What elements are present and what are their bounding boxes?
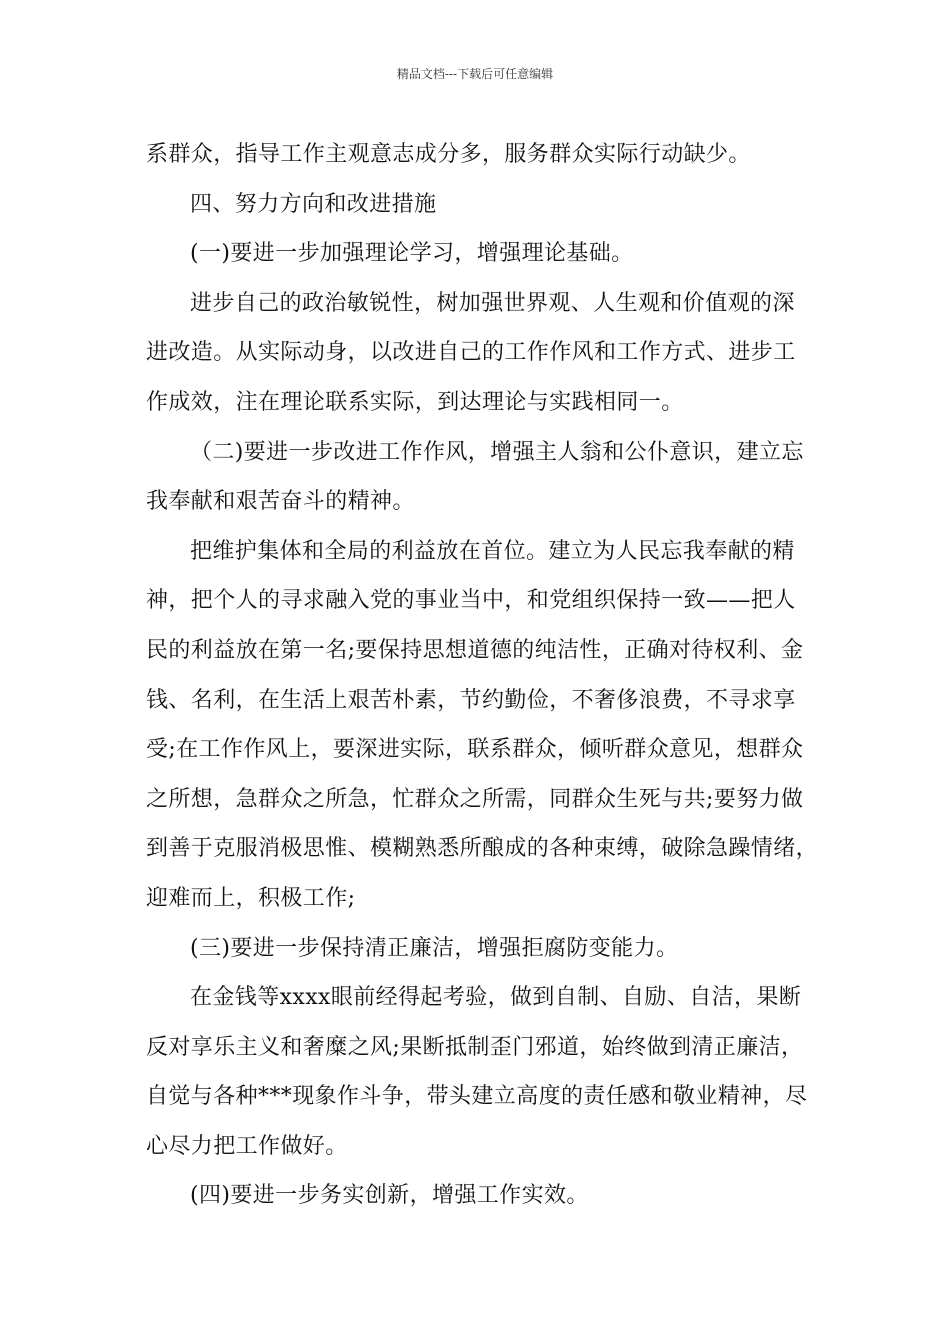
text-line: 系群众，指导工作主观意志成分多，服务群众实际行动缺少。 — [146, 142, 751, 167]
subsection-heading: （二)要进一步改进工作作风，增强主人翁和公仆意识，建立忘 — [190, 439, 804, 465]
text-line: 民的利益放在第一名;要保持思想道德的纯洁性，正确对待权利、金 — [146, 637, 804, 663]
text-line: 神，把个人的寻求融入党的事业当中，和党组织保持一致——把人 — [146, 588, 796, 614]
paragraph-start: 进步自己的政治敏锐性，树加强世界观、人生观和价值观的深 — [190, 290, 795, 316]
text-line: 自觉与各种***现象作斗争，带头建立高度的责任感和敬业精神，尽 — [146, 1084, 808, 1110]
text-line: 之所想，急群众之所急，忙群众之所需，同群众生死与共;要努力做 — [146, 786, 804, 812]
section-heading: 四、努力方向和改进措施 — [190, 191, 437, 217]
subsection-heading: (一)要进一步加强理论学习，增强理论基础。 — [190, 241, 634, 267]
text-line: 迎难而上，积极工作; — [146, 885, 356, 911]
text-line: 心尽力把工作做好。 — [146, 1133, 348, 1159]
paragraph-start: 把维护集体和全局的利益放在首位。建立为人民忘我奉献的精 — [190, 538, 795, 564]
text-line: 受;在工作作风上，要深进实际，联系群众，倾听群众意见，想群众 — [146, 737, 804, 763]
text-line: 到善于克服消极思惟、模糊熟悉所酿成的各种束缚，破除急躁情绪， — [146, 836, 819, 862]
text-line: 作成效，注在理论联系实际，到达理论与实践相同一。 — [146, 389, 684, 415]
page-header: 精品文档---下载后可任意编辑 — [396, 67, 554, 81]
subsection-heading: (四)要进一步务实创新，增强工作实效。 — [190, 1183, 589, 1209]
text-line: 进改造。从实际动身，以改进自己的工作作风和工作方式、进步工 — [146, 340, 796, 366]
document-body — [146, 130, 818, 1221]
text-line: 反对享乐主义和奢糜之风;果断抵制歪门邪道，始终做到清正廉洁， — [146, 1034, 804, 1060]
text-line: 钱、名利，在生活上艰苦朴素，节约勤俭，不奢侈浪费，不寻求享 — [146, 687, 796, 713]
text-line: 我奉献和艰苦奋斗的精神。 — [146, 489, 415, 515]
paragraph-start: 在金钱等xxxx眼前经得起考验，做到自制、自励、自洁，果断 — [190, 985, 802, 1011]
subsection-heading: (三)要进一步保持清正廉洁，增强拒腐防变能力。 — [190, 935, 679, 961]
